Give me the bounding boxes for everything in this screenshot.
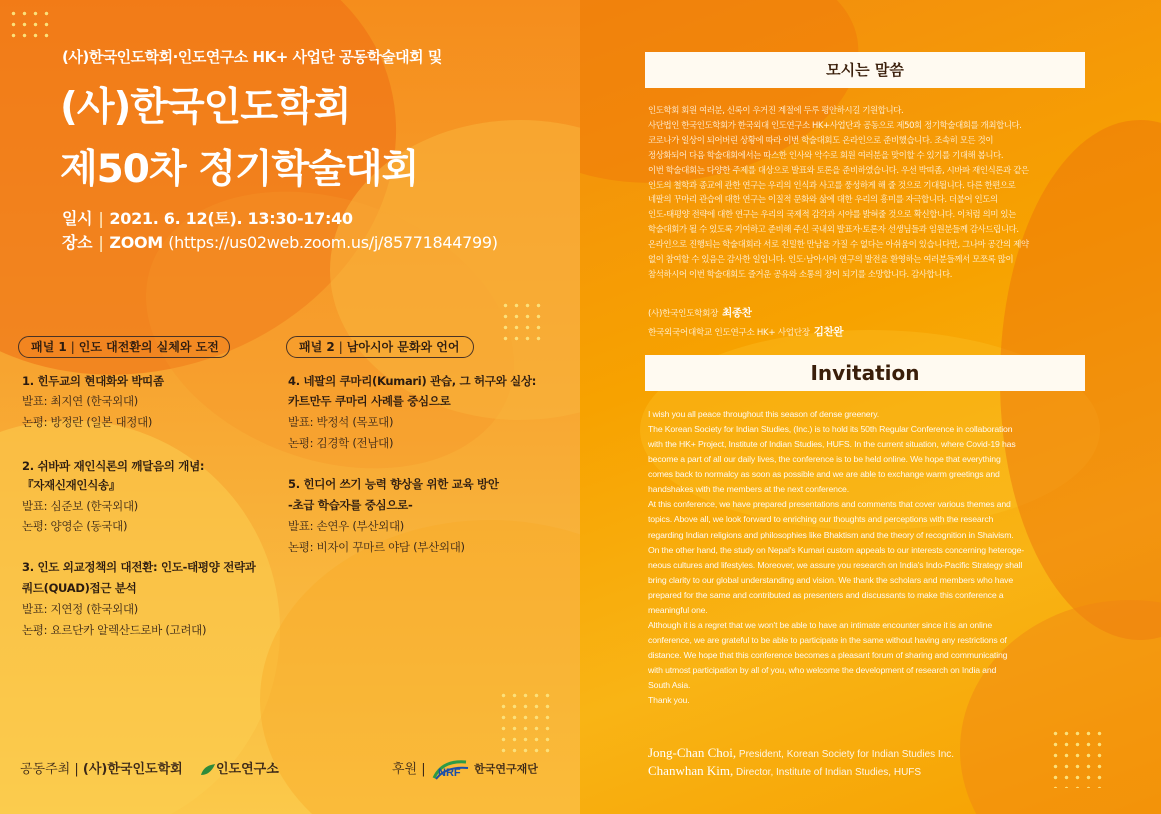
date-info	[62, 206, 353, 229]
talk-4-discussant: 논평: 김경학 (전남대)	[288, 436, 394, 450]
signature-name: 김찬완	[813, 326, 844, 338]
english-line: At this conference, we have prepared presentations and comments that cover various themes and	[648, 499, 1011, 510]
korean-line: 참석하시어 이번 학술대회도 즐거운 공유와 소통의 장이 되기를 소망합니다. 감사합니다.	[648, 268, 953, 279]
dot-pattern	[500, 300, 544, 344]
nrf-logo-text: NRF	[438, 767, 461, 779]
talk-3-title: 3. 인도 외교정책의 대전환: 인도-태평양 전략과	[22, 560, 256, 574]
talk-2-presenter: 발표: 심준보 (한국외대)	[22, 499, 138, 513]
separator: |	[74, 762, 79, 777]
place-label: 장소	[62, 233, 93, 252]
korean-line: 온라인으로 진행되는 학술대회라 서로 친밀한 만남을 가질 수 없다는 아쉬움이 있습니다만, 그나마 공간의 제약	[648, 239, 1029, 250]
nrf-name: 한국연구재단	[474, 762, 538, 776]
co-host-line	[20, 758, 183, 777]
date-value: 2021. 6. 12(토). 13:30-17:40	[109, 209, 353, 228]
panel-1-badge	[18, 336, 230, 358]
korean-line: 없이 참여할 수 있음은 감사한 일입니다. 인도·남아시아 연구의 발전을 환영하는 여러분들께서 모쪼록 많이	[648, 254, 1014, 265]
poster-left-panel	[0, 0, 580, 814]
poster-title-line-2: 제50차 정기학술대회	[60, 147, 419, 192]
english-line: Thank you.	[648, 695, 690, 706]
english-signature-1	[648, 745, 954, 761]
signature-role: President, Korean Society for Indian Studies Inc.	[738, 749, 955, 760]
korean-line: 사단법인 한국인도학회가 한국외대 인도연구소 HK+사업단과 공동으로 제50회 정기학술대회를 개최합니다.	[648, 119, 1022, 130]
english-line: On the other hand, the study on Nepal's Kumari custom appeals to our interests concerning heteroge-	[648, 544, 1025, 555]
panel-2-badge	[286, 336, 474, 358]
talk-1-discussant: 논평: 방정란 (일본 대정대)	[22, 415, 153, 429]
place-value: ZOOM	[109, 233, 163, 252]
talk-5-presenter: 발표: 손연우 (부산외대)	[288, 519, 404, 533]
talk-1-presenter: 발표: 최지연 (한국외대)	[22, 394, 138, 408]
panel-1-label: 패널 1	[31, 340, 67, 354]
separator: |	[70, 340, 75, 354]
talk-4-title: 4. 네팔의 쿠마리(Kumari) 관습, 그 허구와 실상:	[288, 374, 537, 388]
korean-line: 인도의 철학과 종교에 관한 연구는 우리의 인식과 사고를 풍성하게 해 줄 것으로 기대됩니다. 다른 한편으로	[648, 179, 1016, 190]
korean-invitation-heading: 모시는 말씀	[645, 52, 1085, 88]
talk-2-title: 2. 쉬바파 재인식론의 깨달음의 개념:	[22, 459, 205, 473]
english-line: bring clarity to our global understanding and vision. We thank the scholars and members who have	[648, 574, 1014, 585]
date-label: 일시	[62, 209, 93, 228]
english-line: neous cultures and lifestyles. Moreover, we assure you research on India's Indo-Pacific Strategy shall	[648, 559, 1023, 570]
signature-role: 한국외국어대학교 인도연구소 HK+ 사업단장	[648, 328, 810, 338]
english-line: I wish you all peace throughout this season of dense greenery.	[648, 409, 880, 419]
nrf-logo	[432, 758, 538, 780]
signature-role: Director, Institute of Indian Studies, HUFS	[736, 767, 922, 778]
english-line: meaningful one.	[648, 604, 708, 615]
institute-leaf-icon	[200, 763, 216, 777]
talk-5-title: 5. 힌디어 쓰기 능력 향상을 위한 교육 방안	[288, 477, 499, 491]
korean-line: 이번 학술대회는 다양한 주제를 대상으로 발표와 토론을 준비하였습니다. 우선 박띠좀, 시바파 재인식론과 같은	[648, 164, 1029, 175]
place-info	[62, 230, 498, 253]
english-invitation-body	[648, 407, 1098, 708]
dot-pattern	[498, 690, 554, 756]
korean-line: 인도-태평양 전략에 대한 연구는 우리의 국제적 감각과 시야를 밝혀줄 것으로 확신합니다. 이처럼 의미 있는	[648, 209, 1016, 220]
korean-line: 코로나가 일상이 되어버린 상황에 따라 이번 학술대회도 온라인으로 준비했습니다. 조속히 모든 것이	[648, 134, 994, 145]
korean-invitation-body	[648, 103, 1088, 282]
english-line: South Asia.	[648, 680, 691, 691]
talk-4-title-2: 카트만두 쿠마리 사례를 중심으로	[288, 394, 451, 408]
talk-3-title-2: 쿼드(QUAD)접근 분석	[22, 581, 137, 595]
poster-right-panel	[580, 0, 1161, 814]
english-line: Although it is a regret that we won't be able to have an intimate encounter since it is an online	[648, 619, 992, 630]
signature-name: Chanwhan Kim,	[648, 763, 734, 778]
signature-name: 최종찬	[722, 307, 752, 319]
english-line: with the HK+ Project, Institute of Indian Studies, HUFS. In the current situation, where Covid-19 has	[648, 439, 1016, 450]
co-host-label: 공동주최	[20, 762, 71, 777]
talk-2-discussant: 논평: 양영순 (동국대)	[22, 519, 128, 533]
korean-line: 인도학회 회원 여러분, 신록이 우거진 계절에 두루 평안하시길 기원합니다.	[648, 105, 904, 115]
co-host-iis	[200, 758, 279, 777]
talk-5-title-2: -초급 학습자를 중심으로-	[288, 498, 413, 512]
korean-signature-2	[648, 324, 843, 339]
signature-role: (사)한국인도학회장	[648, 309, 719, 319]
nrf-logo-mark	[432, 758, 470, 780]
sponsor-line	[392, 758, 426, 777]
co-host-kfis: (사)한국인도학회	[82, 762, 183, 777]
korean-signature-1	[648, 305, 752, 320]
english-line: prepared for the same and contributed as presenters and discussants to make this conference a	[648, 589, 1004, 600]
separator: |	[98, 233, 104, 252]
english-line: topics. Above all, we look forward to enriching our thoughts and perceptions with the research	[648, 514, 994, 525]
separator: |	[338, 340, 343, 354]
dot-pattern	[8, 8, 52, 42]
english-line: distance. We hope that this conference becomes a pleasant forum of sharing and communicating	[648, 650, 1008, 660]
english-line: become a part of all our daily lives, the conference is to be held online. We hope that everything	[648, 454, 1001, 465]
korean-line: 학술대회가 될 수 있도록 기여하고 준비해 주신 국내외 발표자·토론자 선생님들과 임원분들께 감사드립니다.	[648, 224, 1019, 235]
separator: |	[98, 209, 104, 228]
korean-line: 정상화되어 다음 학술대회에서는 따스한 인사와 악수로 회원 여러분을 맞이할 수 있기를 기대해 봅니다.	[648, 149, 1004, 160]
korean-line: 네팔의 꾸마리 관습에 대한 연구는 이질적 문화와 삶에 대한 우리의 흥미를 자극합니다. 더불어 인도의	[648, 194, 998, 205]
english-invitation-heading: Invitation	[645, 355, 1085, 391]
institute-name: 인도연구소	[216, 762, 279, 777]
zoom-link[interactable]: (https://us02web.zoom.us/j/85771844799)	[168, 233, 498, 252]
dot-pattern	[1050, 728, 1108, 788]
english-line: comes back to normalcy as soon as possible and we are able to exchange warm greetings and	[648, 469, 1000, 480]
panel-2-topic: 남아시아 문화와 언어	[346, 340, 460, 354]
english-line: with utmost participation by all of you, who welcome the development of research on India and	[648, 665, 997, 676]
panel-1-topic: 인도 대전환의 실체와 도전	[78, 340, 219, 354]
english-line: conference, we are grateful to be able to participate in the same without having any restrictions of	[648, 634, 1007, 645]
english-line: handshakes with the members at the next conference.	[648, 484, 849, 495]
sponsor-label: 후원	[392, 762, 418, 777]
poster-title-line-1: (사)한국인도학회	[60, 85, 351, 130]
signature-name: Jong-Chan Choi,	[648, 745, 737, 760]
english-line: The Korean Society for Indian Studies, (Inc.) is to hold its 50th Regular Conference in collaboration	[648, 424, 1013, 435]
talk-5-discussant: 논평: 비자이 꾸마르 야담 (부산외대)	[288, 540, 465, 554]
talk-4-presenter: 발표: 박정석 (목포대)	[288, 415, 394, 429]
poster-subtitle: (사)한국인도학회·인도연구소 HK+ 사업단 공동학술대회 및	[62, 48, 442, 66]
talk-3-presenter: 발표: 지연정 (한국외대)	[22, 602, 138, 616]
talk-1-title: 1. 힌두교의 현대화와 박띠좀	[22, 374, 164, 388]
panel-2-label: 패널 2	[299, 340, 335, 354]
english-line: regarding Indian religions and philosophies like Bhaktism and the theory of recognition in Shaivism.	[648, 529, 1014, 540]
talk-2-title-2: 『자재신재인식송』	[22, 478, 121, 492]
talk-3-discussant: 논평: 요르단카 알렉산드로바 (고려대)	[22, 623, 207, 637]
separator: |	[421, 762, 426, 777]
english-signature-2	[648, 763, 921, 779]
